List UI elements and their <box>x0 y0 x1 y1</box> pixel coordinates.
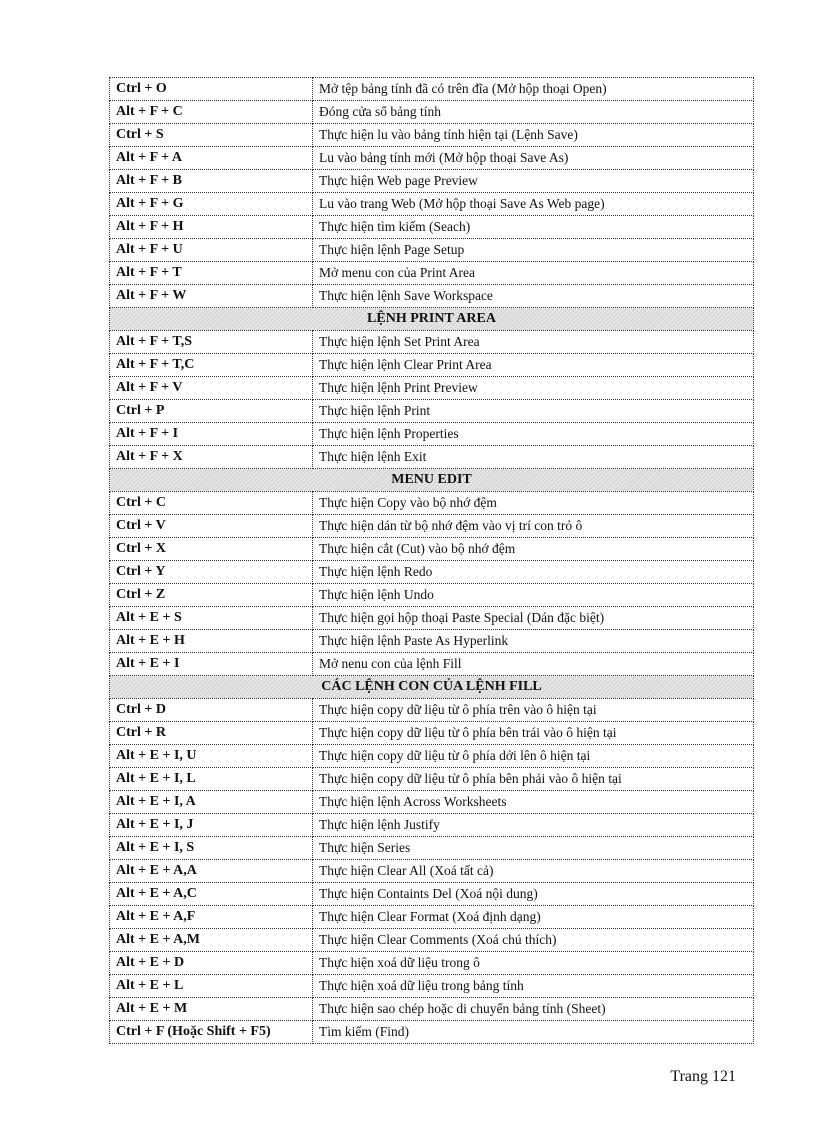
shortcut-table-body <box>110 78 754 1044</box>
shortcut-description: Thực hiện lệnh Set Print Area <box>313 331 754 354</box>
shortcut-description: Thực hiện Clear All (Xoá tất cả) <box>313 860 754 883</box>
shortcut-description: Thực hiện dán từ bộ nhớ đệm vào vị trí con trỏ ô <box>313 515 754 538</box>
shortcut-key: Alt + E + A,F <box>110 906 313 929</box>
section-header-row <box>110 308 754 331</box>
shortcut-description: Tìm kiếm (Find) <box>313 1021 754 1044</box>
shortcut-description: Thực hiện Copy vào bộ nhớ đệm <box>313 492 754 515</box>
shortcut-key: Alt + E + S <box>110 607 313 630</box>
shortcut-description: Thực hiện sao chép hoặc di chuyển bảng tính (Sheet) <box>313 998 754 1021</box>
shortcut-row <box>110 400 754 423</box>
shortcut-row <box>110 745 754 768</box>
shortcut-description: Mở menu con của Print Area <box>313 262 754 285</box>
shortcut-description: Thực hiện Series <box>313 837 754 860</box>
shortcut-key: Alt + E + I, A <box>110 791 313 814</box>
shortcut-key: Alt + F + W <box>110 285 313 308</box>
shortcut-row <box>110 262 754 285</box>
shortcut-description: Thực hiện lệnh Print <box>313 400 754 423</box>
shortcut-row <box>110 952 754 975</box>
section-title: LỆNH PRINT AREA <box>110 308 754 331</box>
shortcut-key: Alt + E + D <box>110 952 313 975</box>
shortcut-row <box>110 147 754 170</box>
shortcut-row <box>110 101 754 124</box>
page-number: Trang 121 <box>670 1068 736 1085</box>
shortcut-row <box>110 216 754 239</box>
shortcut-key: Alt + F + X <box>110 446 313 469</box>
shortcut-description: Thực hiện Clear Format (Xoá định dạng) <box>313 906 754 929</box>
shortcut-row <box>110 975 754 998</box>
shortcut-row <box>110 607 754 630</box>
shortcut-table <box>109 77 754 1044</box>
shortcut-description: Thực hiện lệnh Undo <box>313 584 754 607</box>
shortcut-key: Alt + F + T,S <box>110 331 313 354</box>
shortcut-key: Alt + F + T <box>110 262 313 285</box>
shortcut-row <box>110 239 754 262</box>
shortcut-row <box>110 193 754 216</box>
shortcut-row <box>110 883 754 906</box>
shortcut-row <box>110 699 754 722</box>
shortcut-description: Thực hiện cắt (Cut) vào bộ nhớ đệm <box>313 538 754 561</box>
shortcut-description: Mở nenu con của lệnh Fill <box>313 653 754 676</box>
shortcut-key: Alt + F + C <box>110 101 313 124</box>
shortcut-row <box>110 768 754 791</box>
shortcut-row <box>110 561 754 584</box>
shortcut-key: Alt + F + I <box>110 423 313 446</box>
shortcut-row <box>110 492 754 515</box>
shortcut-row <box>110 423 754 446</box>
shortcut-key: Alt + E + A,M <box>110 929 313 952</box>
shortcut-key: Ctrl + Y <box>110 561 313 584</box>
shortcut-row <box>110 354 754 377</box>
shortcut-description: Lu vào trang Web (Mở hộp thoại Save As Web page) <box>313 193 754 216</box>
shortcut-row <box>110 285 754 308</box>
section-title: MENU EDIT <box>110 469 754 492</box>
shortcut-row <box>110 653 754 676</box>
shortcut-row <box>110 791 754 814</box>
shortcut-description: Thực hiện lệnh Print Preview <box>313 377 754 400</box>
shortcut-row <box>110 630 754 653</box>
shortcut-key: Ctrl + F (Hoặc Shift + F5) <box>110 1021 313 1044</box>
section-header-row <box>110 676 754 699</box>
shortcut-description: Thực hiện gọi hộp thoại Paste Special (Dán đặc biệt) <box>313 607 754 630</box>
shortcut-key: Ctrl + O <box>110 78 313 101</box>
shortcut-row <box>110 722 754 745</box>
shortcut-row <box>110 837 754 860</box>
shortcut-row <box>110 377 754 400</box>
shortcut-key: Ctrl + X <box>110 538 313 561</box>
shortcut-key: Alt + F + H <box>110 216 313 239</box>
shortcut-row <box>110 170 754 193</box>
shortcut-key: Alt + F + A <box>110 147 313 170</box>
shortcut-description: Thực hiện lệnh Save Workspace <box>313 285 754 308</box>
shortcut-row <box>110 538 754 561</box>
shortcut-description: Thực hiện copy dữ liệu từ ô phía bên phải vào ô hiện tại <box>313 768 754 791</box>
shortcut-description: Thực hiện lệnh Justify <box>313 814 754 837</box>
shortcut-key: Ctrl + R <box>110 722 313 745</box>
shortcut-description: Thực hiện copy dữ liệu từ ô phía bên trái vào ô hiện tại <box>313 722 754 745</box>
shortcut-description: Thực hiện copy dữ liệu từ ô phía trên vào ô hiện tại <box>313 699 754 722</box>
shortcut-key: Alt + F + U <box>110 239 313 262</box>
shortcut-key: Alt + E + L <box>110 975 313 998</box>
shortcut-description: Thực hiện lệnh Page Setup <box>313 239 754 262</box>
shortcut-key: Ctrl + C <box>110 492 313 515</box>
shortcut-description: Thực hiện Containts Del (Xoá nội dung) <box>313 883 754 906</box>
shortcut-key: Ctrl + Z <box>110 584 313 607</box>
shortcut-key: Alt + F + V <box>110 377 313 400</box>
shortcut-description: Thực hiện lu vào bảng tính hiện tại (Lệnh Save) <box>313 124 754 147</box>
shortcut-key: Alt + F + G <box>110 193 313 216</box>
shortcut-key: Alt + E + I <box>110 653 313 676</box>
shortcut-description: Thực hiện lệnh Properties <box>313 423 754 446</box>
shortcut-description: Lu vào bảng tính mới (Mở hộp thoại Save As) <box>313 147 754 170</box>
shortcut-row <box>110 331 754 354</box>
shortcut-description: Thực hiện copy dữ liệu từ ô phía dới lên ô hiện tại <box>313 745 754 768</box>
shortcut-description: Mở tệp bảng tính đã có trên đĩa (Mở hộp thoại Open) <box>313 78 754 101</box>
shortcut-row <box>110 515 754 538</box>
shortcut-key: Alt + E + M <box>110 998 313 1021</box>
shortcut-key: Alt + E + I, L <box>110 768 313 791</box>
shortcut-description: Đóng cửa sổ bảng tính <box>313 101 754 124</box>
shortcut-row <box>110 929 754 952</box>
shortcut-row <box>110 860 754 883</box>
shortcut-description: Thực hiện Clear Comments (Xoá chú thích) <box>313 929 754 952</box>
shortcut-description: Thực hiện lệnh Across Worksheets <box>313 791 754 814</box>
shortcut-row <box>110 78 754 101</box>
shortcut-key: Ctrl + S <box>110 124 313 147</box>
shortcut-description: Thực hiện lệnh Exit <box>313 446 754 469</box>
section-title: CÁC LỆNH CON CỦA LỆNH FILL <box>110 676 754 699</box>
shortcut-row <box>110 998 754 1021</box>
shortcut-row <box>110 584 754 607</box>
shortcut-key: Alt + F + T,C <box>110 354 313 377</box>
shortcut-description: Thực hiện lệnh Clear Print Area <box>313 354 754 377</box>
shortcut-key: Alt + E + H <box>110 630 313 653</box>
shortcut-key: Ctrl + V <box>110 515 313 538</box>
shortcut-key: Alt + E + I, U <box>110 745 313 768</box>
section-header-row <box>110 469 754 492</box>
shortcut-key: Alt + E + A,A <box>110 860 313 883</box>
shortcut-key: Alt + E + A,C <box>110 883 313 906</box>
shortcut-description: Thực hiện lệnh Paste As Hyperlink <box>313 630 754 653</box>
shortcut-row <box>110 814 754 837</box>
shortcut-description: Thực hiện xoá dữ liệu trong bảng tính <box>313 975 754 998</box>
shortcut-description: Thực hiện lệnh Redo <box>313 561 754 584</box>
shortcut-row <box>110 446 754 469</box>
shortcut-description: Thực hiện Web page Preview <box>313 170 754 193</box>
shortcut-key: Alt + E + I, S <box>110 837 313 860</box>
shortcut-key: Ctrl + P <box>110 400 313 423</box>
shortcut-description: Thực hiện xoá dữ liệu trong ô <box>313 952 754 975</box>
shortcut-row <box>110 906 754 929</box>
shortcut-row <box>110 1021 754 1044</box>
shortcut-description: Thực hiện tìm kiếm (Seach) <box>313 216 754 239</box>
shortcut-row <box>110 124 754 147</box>
shortcut-key: Ctrl + D <box>110 699 313 722</box>
shortcut-key: Alt + F + B <box>110 170 313 193</box>
shortcut-key: Alt + E + I, J <box>110 814 313 837</box>
